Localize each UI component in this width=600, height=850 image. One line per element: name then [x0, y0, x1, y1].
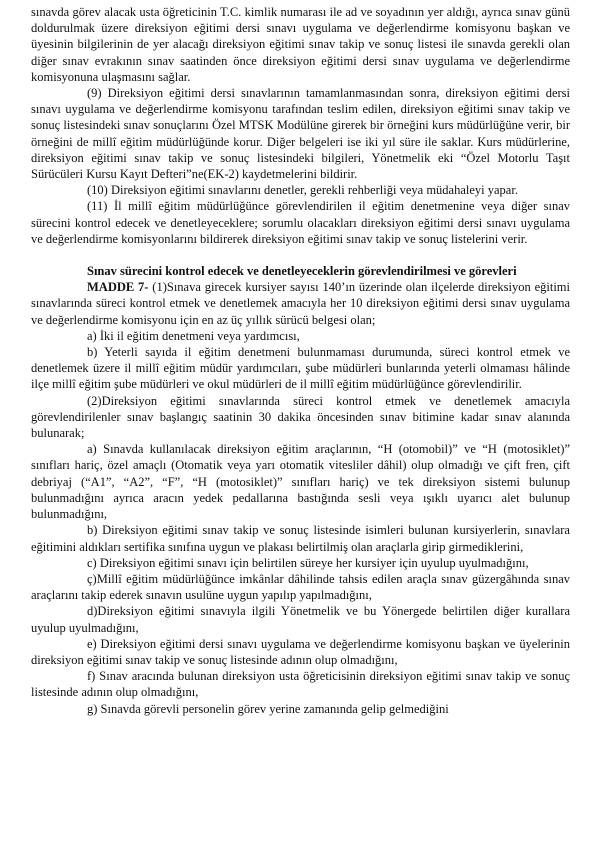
paragraph: ç)Millî eğitim müdürlüğünce imkânlar dâhilinde tahsis edilen araçla sınav güzergâhında sınav araçlarını takip ederek sınavın usulüne uygun yapılıp yapılmadığını, — [31, 571, 570, 603]
paragraph: (9) Direksiyon eğitimi dersi sınavlarının tamamlanmasından sonra, direksiyon eğitimi dersi sınavı uygulama ve değerlendirme komisyonu tarafından teslim edilen, direksiyon eğitimi sınav takip ve sonuç listesindeki sınav sonuçlarını Özel MTSK Modülüne girerek bir örneğini kurs müdürlüğüne verir, bir örneğini de millî eğitim müdürlüğünde korur. Diğer belgeleri ise iki yıl süre ile saklar. Kurs müdürlerine, direksiyon eğitimi sınav takip ve sonuç listesindeki bilgileri, Yönetmelik eki “Özel Motorlu Taşıt Sürücüleri Kursu Kayıt Defteri”ne(EK-2) kaydetmelerini bildirir. — [31, 86, 570, 182]
paragraph: b) Direksiyon eğitimi sınav takip ve sonuç listesinde isimleri bulunan kursiyerlerin, sınavlara eğitimini aldıkları sertifika sınıfına uygun ve plakası belirtilmiş olan araçlarla girip girmediklerini, — [31, 523, 570, 554]
paragraph: a) Sınavda kullanılacak direksiyon eğitim araçlarının, “H (otomobil)” ve “H (motosiklet)” sınıfları hariç, özel amaçlı (Otomatik veya yarı otomatik vitesliler dâhil) olup olmadığı ve çift fren, çift debriyaj (“A1”, “A2”, “F”, “H (motosiklet)” sınıfları hariç) ve tek direksiyon sistemi bulunup bulunmadığını ayrıca aracın yedek pedallarına bastığında sesli veya ışıklı uyarıcı alet bulunup bulunmadığını, — [31, 442, 570, 522]
paragraph: e) Direksiyon eğitimi dersi sınavı uygulama ve değerlendirme komisyonu başkan ve üyelerinin direksiyon eğitimi sınav takip ve sonuç listesinde adının olup olmadığını, — [31, 636, 570, 667]
madde-text: (1)Sınava girecek kursiyer sayısı 140’ın üzerinde olan ilçelerde direksiyon eğitimi sınavlarında süreci kontrol etmek ve denetlemek amacıyla her 10 direksiyon eğitimi dersi sınav uygulama ve değerlendirme komisyonu için en az üç yıllık sürücü belgesi olan; — [31, 280, 570, 327]
madde-paragraph — [31, 279, 570, 328]
paragraph: (2)Direksiyon eğitimi sınavlarında süreci kontrol etmek ve denetlemek amacıyla görevlendirilenler sınav başlangıç saatinin 30 dakika öncesinden sınav bitimine kadar sınav alanında bulunarak; — [31, 393, 570, 441]
section-heading: Sınav sürecini kontrol edecek ve denetleyeceklerin görevlendirilmesi ve görevleri — [87, 264, 517, 279]
paragraphs-after — [31, 328, 570, 717]
paragraph: (11) İl millî eğitim müdürlüğünce görevlendirilen il eğitim denetmenine veya diğer sınav sürecini kontrol edecek ve denetleyeceklere; sorumlu olacakları direksiyon eğitimi dersi sınavı uygulama ve değerlendirme komisyonlarını bildirerek direksiyon eğitimi sınav takip ve sonuç listelerini verir. — [31, 199, 570, 246]
paragraph: d)Direksiyon eğitimi sınavıyla ilgili Yönetmelik ve bu Yönergede belirtilen diğer kurallara uyulup uyulmadığını, — [31, 604, 570, 635]
paragraph: (10) Direksiyon eğitimi sınavlarını denetler, gerekli rehberliği veya müdahaleyi yapar. — [87, 183, 518, 198]
paragraph: b) Yeterli sayıda il eğitim denetmeni bulunmaması durumunda, süreci kontrol etmek ve denetlemek üzere il millî eğitim müdür yardımcıları, şube müdürleri bunlarında yeterli olmaması hâlinde ilçe millî eğitim şube müdürleri ve okul müdürleri de il millî eğitim müdürlüğünce görevlendirilir. — [31, 345, 570, 392]
paragraph: a) İki il eğitim denetmeni veya yardımcısı, — [87, 328, 300, 343]
paragraph: g) Sınavda görevli personelin görev yerine zamanında gelip gelmediğini — [87, 701, 449, 716]
madde-label: MADDE 7- — [87, 280, 149, 295]
paragraph: sınavda görev alacak usta öğreticinin T.C. kimlik numarası ile ad ve soyadının yer aldığı, ayrıca sınav günü doldurulmak üzere direksiyon eğitimi dersi sınavı uygulama ve değerlendirme komisyonu başkan ve üyesinin bilgilerinin de yer alacağı direksiyon eğitimi sınav takip ve sonuç listesi ile sınavda gerekli olan diğer sınav evrakının sınav saatinden önce direksiyon eğitimi dersi sınav uygulama ve değerlendirme komisyonuna ulaşmasını sağlar. — [31, 5, 570, 84]
paragraph: f) Sınav aracında bulunan direksiyon usta öğreticisinin direksiyon eğitimi sınav takip ve sonuç listesinde adının olup olmadığını, — [31, 669, 570, 700]
paragraphs-before — [31, 4, 570, 247]
paragraph: c) Direksiyon eğitimi sınavı için belirtilen süreye her kursiyer için uyulup uyulmadığını, — [87, 555, 529, 570]
